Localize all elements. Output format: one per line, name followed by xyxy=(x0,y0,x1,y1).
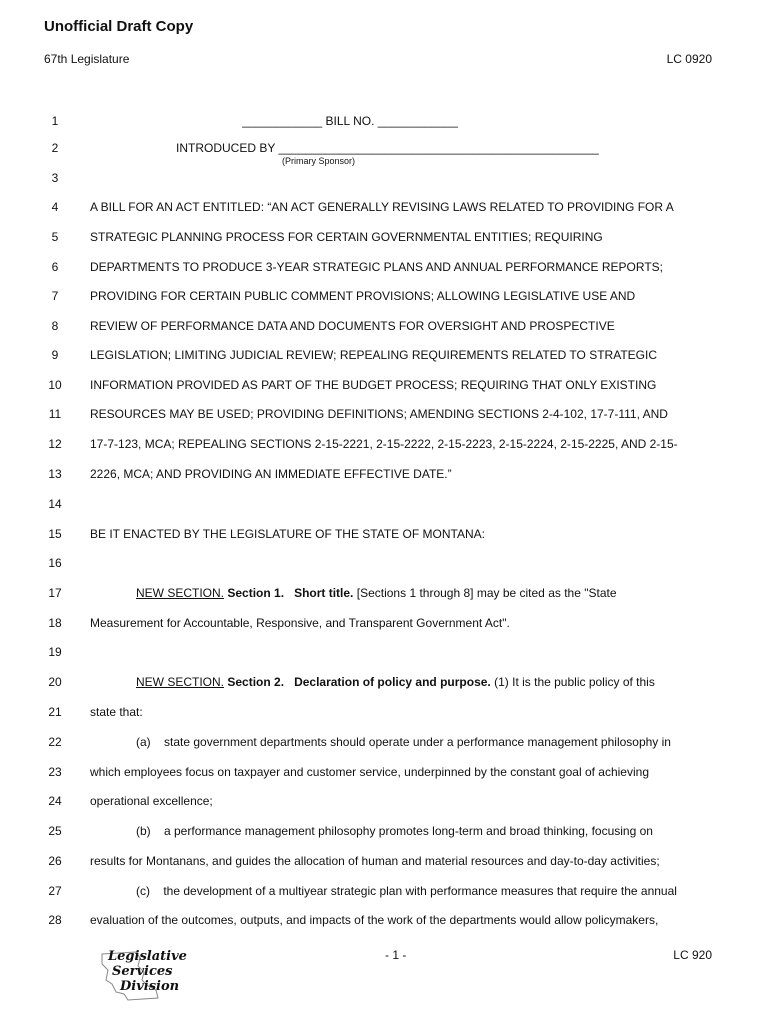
document-line xyxy=(0,316,770,336)
document-line xyxy=(0,613,770,633)
new-section-label: NEW SECTION. xyxy=(136,586,225,600)
document-line xyxy=(0,464,770,484)
line-number: 24 xyxy=(48,794,62,808)
line-text: (c) the development of a multiyear strategic plan with performance measures that require the annual xyxy=(136,884,677,898)
draft-title: Unofficial Draft Copy xyxy=(44,18,194,35)
line-number: 19 xyxy=(48,645,62,659)
section-heading xyxy=(90,672,655,692)
line-number: 20 xyxy=(48,675,62,689)
line-number: 27 xyxy=(48,884,62,898)
line-number: 15 xyxy=(48,527,62,541)
document-line xyxy=(0,910,770,930)
line-number: 10 xyxy=(48,378,62,392)
section-text: [Sections 1 through 8] may be cited as the "State xyxy=(356,586,617,600)
line-text: (a) state government departments should operate under a performance management philosophy in xyxy=(136,735,671,749)
line-number: 12 xyxy=(48,437,62,451)
line-number: 23 xyxy=(48,765,62,779)
line-number: 16 xyxy=(48,556,62,570)
document-line xyxy=(0,881,770,901)
line-number: 22 xyxy=(48,735,62,749)
document-line xyxy=(0,583,770,603)
line-number: 17 xyxy=(48,586,62,600)
line-number: 1 xyxy=(51,114,59,128)
line-number: 5 xyxy=(51,230,59,244)
document-line xyxy=(0,111,770,131)
line-number: 4 xyxy=(51,200,59,214)
line-number: 11 xyxy=(48,407,62,421)
document-line xyxy=(0,257,770,277)
line-number: 21 xyxy=(48,705,62,719)
line-number: 3 xyxy=(51,171,59,185)
document-line xyxy=(0,672,770,692)
line-number: 6 xyxy=(51,260,59,274)
legislative-services-division-logo xyxy=(98,946,198,1006)
section-number: Section 2. xyxy=(227,675,285,689)
document-line xyxy=(0,494,770,514)
new-section-label: NEW SECTION. xyxy=(136,675,225,689)
line-text: state that: xyxy=(90,705,143,719)
document-line xyxy=(0,168,770,188)
document-line xyxy=(0,851,770,871)
line-text: 17-7-123, MCA; REPEALING SECTIONS 2-15-2221, 2-15-2222, 2-15-2223, 2-15-2224, 2-15-2225, AND 2-15- xyxy=(90,437,678,451)
primary-sponsor-label: (Primary Sponsor) xyxy=(282,156,356,166)
section-title: Short title. xyxy=(294,586,354,600)
enacting-clause: BE IT ENACTED BY THE LEGISLATURE OF THE STATE OF MONTANA: xyxy=(90,527,485,541)
section-text: (1) It is the public policy of this xyxy=(494,675,655,689)
document-line xyxy=(0,791,770,811)
document-line xyxy=(0,404,770,424)
line-text: REVIEW OF PERFORMANCE DATA AND DOCUMENTS FOR OVERSIGHT AND PROSPECTIVE xyxy=(90,319,615,333)
line-number: 28 xyxy=(48,913,62,927)
logo-text: Legislative xyxy=(108,949,187,964)
line-number: 25 xyxy=(48,824,62,838)
line-text: STRATEGIC PLANNING PROCESS FOR CERTAIN GOVERNMENTAL ENTITIES; REQUIRING xyxy=(90,230,603,244)
document-line xyxy=(0,553,770,573)
line-number: 8 xyxy=(51,319,59,333)
bill-number-line: ____________ BILL NO. ____________ xyxy=(242,114,458,128)
section-heading xyxy=(90,583,617,603)
section-number: Section 1. xyxy=(227,586,285,600)
document-line xyxy=(0,286,770,306)
line-text: Measurement for Accountable, Responsive, and Transparent Government Act". xyxy=(90,616,510,630)
line-number: 13 xyxy=(48,467,62,481)
line-text: results for Montanans, and guides the allocation of human and material resources and day-to-day activities; xyxy=(90,854,660,868)
introduced-by-line: INTRODUCED BY ________________________________________________ xyxy=(176,141,599,155)
document-line xyxy=(0,375,770,395)
line-text: INFORMATION PROVIDED AS PART OF THE BUDGET PROCESS; REQUIRING THAT ONLY EXISTING xyxy=(90,378,657,392)
document-line xyxy=(0,345,770,365)
document-line xyxy=(0,524,770,544)
line-number: 14 xyxy=(48,497,62,511)
line-text: RESOURCES MAY BE USED; PROVIDING DEFINITIONS; AMENDING SECTIONS 2-4-102, 17-7-111, AND xyxy=(90,407,668,421)
document-line xyxy=(0,732,770,752)
logo-text: Services xyxy=(112,964,173,979)
line-text: operational excellence; xyxy=(90,794,213,808)
document-line xyxy=(0,434,770,454)
line-text: A BILL FOR AN ACT ENTITLED: “AN ACT GENERALLY REVISING LAWS RELATED TO PROVIDING FOR A xyxy=(90,200,674,214)
line-number: 9 xyxy=(51,348,59,362)
footer-lc-code: LC 920 xyxy=(673,948,712,962)
document-line xyxy=(0,821,770,841)
line-text: DEPARTMENTS TO PRODUCE 3-YEAR STRATEGIC PLANS AND ANNUAL PERFORMANCE REPORTS; xyxy=(90,260,663,274)
document-line xyxy=(0,702,770,722)
document-line xyxy=(0,642,770,662)
document-line xyxy=(0,762,770,782)
document-line xyxy=(0,138,770,158)
logo-text: Division xyxy=(120,979,180,994)
line-text: evaluation of the outcomes, outputs, and impacts of the work of the departments would allow policymakers, xyxy=(90,913,659,927)
document-line xyxy=(0,227,770,247)
line-number: 2 xyxy=(51,141,59,155)
legislature-label: 67th Legislature xyxy=(44,52,130,66)
document-line xyxy=(0,197,770,217)
line-number: 7 xyxy=(51,289,59,303)
line-number: 18 xyxy=(48,616,62,630)
page-number: - 1 - xyxy=(385,948,407,962)
line-text: (b) a performance management philosophy promotes long-term and broad thinking, focusing on xyxy=(136,824,653,838)
line-text: PROVIDING FOR CERTAIN PUBLIC COMMENT PROVISIONS; ALLOWING LEGISLATIVE USE AND xyxy=(90,289,636,303)
line-text: which employees focus on taxpayer and customer service, underpinned by the constant goal of achieving xyxy=(90,765,649,779)
line-number: 26 xyxy=(48,854,62,868)
lc-code: LC 0920 xyxy=(666,52,712,66)
section-title: Declaration of policy and purpose. xyxy=(294,675,491,689)
line-text: 2226, MCA; AND PROVIDING AN IMMEDIATE EFFECTIVE DATE.” xyxy=(90,467,452,481)
line-text: LEGISLATION; LIMITING JUDICIAL REVIEW; REPEALING REQUIREMENTS RELATED TO STRATEGIC xyxy=(90,348,657,362)
